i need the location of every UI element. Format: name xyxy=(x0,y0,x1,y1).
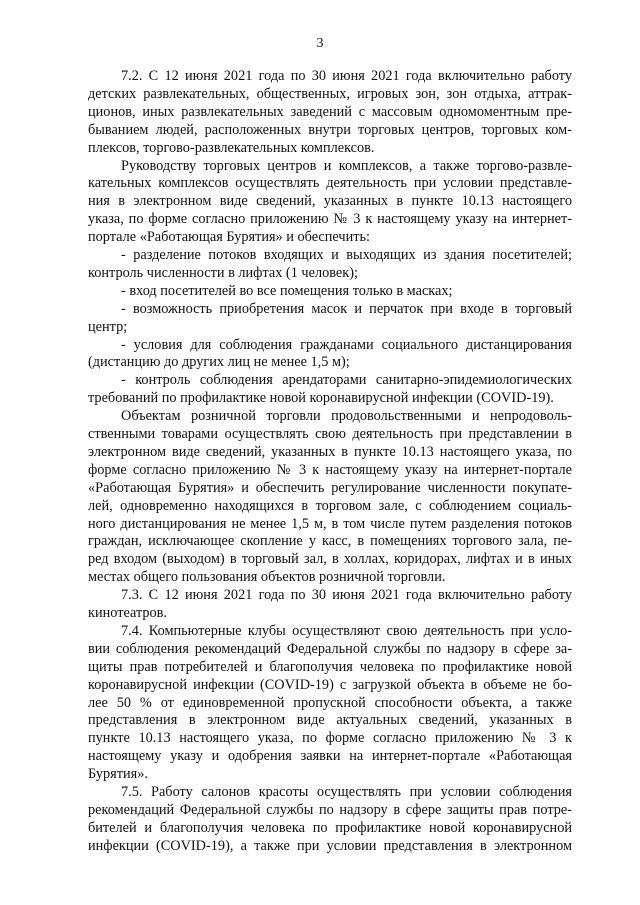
text-line: - вход посетителей во все помещения только в масках; xyxy=(121,282,453,299)
text-line: ред входом (выходом) в торговый зал, в холлах, коридорах, лифтах и в иных xyxy=(88,551,572,568)
text-line: кинотеатров. xyxy=(88,605,167,621)
text-line: - возможность приобретения масок и перчаток при входе в торговый xyxy=(121,300,572,317)
text-line: рекомендаций Федеральной службы по надзору в сфере защиты прав потре- xyxy=(88,801,572,818)
text-line: - разделение потоков входящих и выходящих из здания посетителей; xyxy=(121,247,572,263)
text-line: пункте 10.13 настоящего указа, по форме согласно приложению № 3 к xyxy=(88,730,572,747)
text-line: детских развлекательных, общественных, игровых зон, зон отдыха, аттрак- xyxy=(88,85,572,102)
text-line: инфекции (COVID-19), а также при условии представления в электронном xyxy=(88,837,572,854)
text-line: вии соблюдения рекомендаций Федеральной службы по надзору в сфере за- xyxy=(88,640,572,657)
text-line: представления в электронном виде актуальных сведений, указанных в xyxy=(88,712,572,729)
text-line: (дистанцию до других лиц не менее 1,5 м); xyxy=(88,354,350,371)
page-number: 3 xyxy=(316,36,324,51)
text-line: «Работающая Бурятия» и обеспечить регулирование численности покупате- xyxy=(88,479,572,496)
text-line: 7.2. С 12 июня 2021 года по 30 июня 2021 года включительно работу xyxy=(121,68,572,84)
text-line: контроль численности в лифтах (1 человек); xyxy=(88,264,358,281)
text-line: Объектам розничной торговли продовольственными и непродоволь- xyxy=(121,408,572,425)
text-line: лей, одновременно находящихся в торговом зале, с соблюдением социаль- xyxy=(88,497,572,514)
text-line: - контроль соблюдения арендаторами санитарно-эпидемиологических xyxy=(121,372,572,389)
text-line: Руководству торговых центров и комплексов, а также торгово-развле- xyxy=(121,157,572,174)
text-line: быванием людей, расположенных внутри торговых центров, торговых ком- xyxy=(88,121,572,138)
text-line: кательных комплексов осуществлять деятельность при условии представле- xyxy=(88,175,572,192)
text-line: коронавирусной инфекции (COVID-19) с загрузкой объекта в объеме не бо- xyxy=(88,676,572,693)
text-line: ного дистанцирования не менее 1,5 м, в том числе путем разделения потоков xyxy=(88,515,572,532)
text-line: центр; xyxy=(88,318,128,335)
text-line: ционов, иных развлекательных заведений с массовым одномоментным пре- xyxy=(88,103,572,120)
text-line: форме согласно приложению № 3 к настоящему указу на интернет-портале xyxy=(88,461,572,478)
text-line: электронном виде сведений, указанных в пункте 10.13 настоящего указа, по xyxy=(88,443,572,460)
text-line: бителей и благополучия человека по профилактике новой коронавирусной xyxy=(88,819,572,836)
text-line: настоящему указу и одобрения заявки на интернет-портале «Работающая xyxy=(88,748,572,765)
text-line: 7.5. Работу салонов красоты осуществлять при условии соблюдения xyxy=(121,784,572,800)
text-line: местах общего пользования объектов розничной торговли. xyxy=(88,569,446,586)
text-line: ственными товарами осуществлять свою деятельность при представлении в xyxy=(88,426,572,442)
text-line: граждан, исключающее скопление у касс, в помещениях торгового зала, пе- xyxy=(88,533,572,550)
text-line: Бурятия». xyxy=(88,766,148,783)
text-line: 7.4. Компьютерные клубы осуществляют свою деятельность при усло- xyxy=(121,622,572,639)
text-line: 7.3. С 12 июня 2021 года по 30 июня 2021 года включительно работу xyxy=(121,587,572,604)
text-line: указа, по форме согласно приложению № 3 к настоящему указу на интернет- xyxy=(88,211,572,228)
text-line: плексов, торгово-развлекательных комплексов. xyxy=(88,139,375,156)
text-line: портале «Работающая Бурятия» и обеспечить: xyxy=(88,229,370,246)
text-line: требований по профилактике новой коронавирусной инфекции (COVID-19). xyxy=(88,390,554,407)
text-line: щиты прав потребителей и благополучия человека по профилактике новой xyxy=(88,658,572,675)
text-line: ния в электронном виде сведений, указанных в пункте 10.13 настоящего xyxy=(88,193,572,210)
text-line: - условия для соблюдения гражданами социального дистанцирования xyxy=(121,336,572,353)
text-line: лее 50 % от единовременной пропускной способности объекта, а также xyxy=(88,694,572,711)
